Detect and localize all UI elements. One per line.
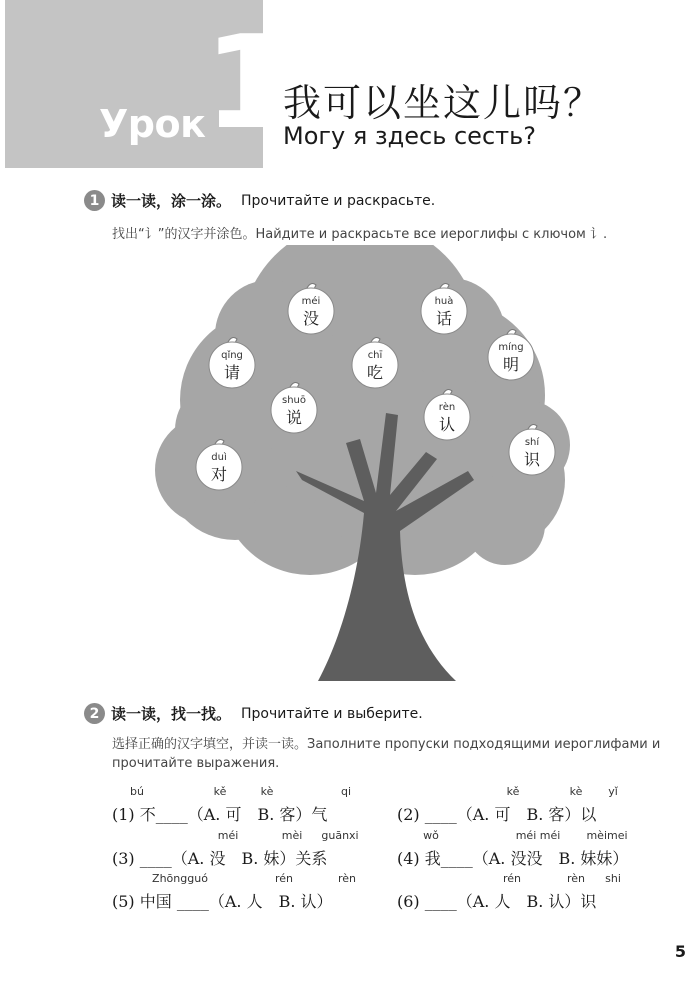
exercise-pinyin: qi — [340, 785, 352, 798]
fruit-character: 明 — [502, 355, 520, 374]
exercise-pinyin: kě — [213, 785, 227, 798]
tree-foliage — [155, 245, 570, 575]
fruit-character: 吃 — [366, 363, 384, 382]
exercise-pinyin: guānxi — [321, 829, 359, 842]
tree-illustration — [150, 245, 570, 690]
fruit-pinyin: shuō — [281, 395, 307, 406]
exercise-pinyin: kè — [260, 785, 274, 798]
exercise-pinyin: Zhōngguó — [152, 872, 208, 885]
section-2-number-badge: 2 — [84, 703, 105, 724]
section-2-heading — [84, 703, 423, 724]
fruit-pinyin: chī — [367, 350, 383, 361]
exercise-pinyin: kě — [506, 785, 520, 798]
fruit-pinyin: méi — [301, 296, 321, 307]
exercise-pinyin: yǐ — [608, 785, 618, 798]
lesson-number: 1 — [204, 9, 294, 158]
foliage-lobe — [465, 485, 545, 565]
exercise-pinyin: mèi — [281, 829, 303, 842]
section-2-title-russian: Прочитайте и выберите. — [241, 705, 423, 722]
fruit-character: 认 — [438, 415, 456, 434]
section-2-title-chinese: 读一读，找一找。 — [111, 705, 232, 723]
section-1-instruction: 找出“讠”的汉字并涂色。Найдите и раскрасьте все иероглифы с ключом 讠. — [112, 227, 608, 242]
fruit-pinyin: huà — [434, 296, 454, 307]
lesson-title-russian: Могу я здесь сесть? — [283, 122, 537, 150]
exercise-line[interactable]: (5) 中国 ____（A. 人 B. 认） — [112, 892, 333, 911]
fruit-pinyin: míng — [498, 342, 524, 353]
fruit-pinyin: shí — [524, 437, 540, 448]
fruit-pinyin: duì — [211, 452, 227, 463]
exercise-pinyin: méi — [217, 829, 239, 842]
exercise-line[interactable]: (3) ____（A. 没 B. 妹）关系 — [112, 849, 328, 868]
fruit-character: 话 — [435, 309, 453, 328]
exercise-pinyin: rèn — [566, 872, 586, 885]
exercise-line[interactable]: (4) 我____（A. 没没 B. 妹妹） — [397, 849, 629, 868]
fruit-character: 说 — [285, 408, 303, 427]
exercise-line[interactable]: (6) ____（A. 人 B. 认）识 — [397, 892, 597, 911]
section-1-title-russian: Прочитайте и раскрасьте. — [241, 192, 436, 209]
section-1-title-chinese: 读一读，涂一涂。 — [111, 192, 232, 210]
exercise-line[interactable]: (1) 不____（A. 可 B. 客）气 — [112, 805, 328, 824]
section-2-instruction: 选择正确的汉字填空，并读一读。Заполните пропуски подходящими иероглифами и прочитайте выражения. — [112, 737, 661, 771]
exercise-pinyin: wǒ — [423, 829, 439, 842]
fruit-character: 对 — [210, 465, 228, 484]
lesson-title-chinese: 我可以坐这儿吗？ — [283, 81, 604, 125]
lesson-label: Урок — [99, 102, 206, 146]
exercise-pinyin: rèn — [337, 872, 357, 885]
exercise-pinyin: mèimei — [586, 829, 628, 842]
exercise-pinyin: méi méi — [515, 829, 561, 842]
exercise-pinyin: bú — [130, 785, 144, 798]
fruit-pinyin: rèn — [438, 402, 456, 413]
fruit-character: 没 — [302, 309, 320, 328]
exercise-pinyin: rén — [502, 872, 522, 885]
section-1-heading — [84, 190, 435, 211]
page-number: 5 — [674, 942, 686, 961]
fruit-character: 请 — [223, 363, 241, 382]
fruit-pinyin: qǐng — [221, 350, 243, 361]
section-1-number-badge: 1 — [84, 190, 105, 211]
fruit-character: 识 — [523, 450, 541, 469]
exercise-pinyin: kè — [569, 785, 583, 798]
exercise-pinyin: rén — [274, 872, 294, 885]
exercise-line[interactable]: (2) ____（A. 可 B. 客）以 — [397, 805, 597, 824]
exercise-pinyin: shi — [605, 872, 621, 885]
